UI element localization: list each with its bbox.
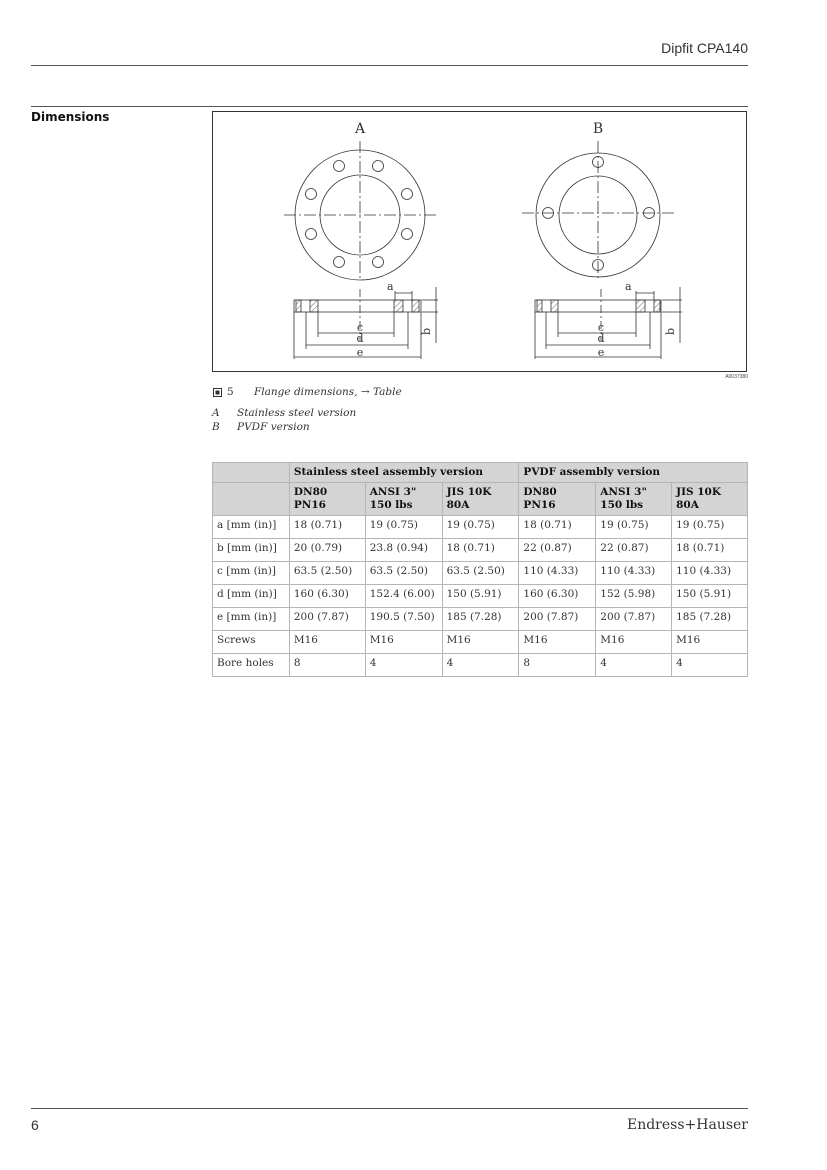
table-row	[213, 516, 748, 539]
table-cell: 185 (7.28)	[672, 608, 748, 631]
dim-e-label: e	[597, 346, 605, 359]
dim-e-label: e	[356, 346, 364, 359]
table-cell: 110 (4.33)	[672, 562, 748, 585]
legend-key-b: B	[212, 421, 220, 433]
row-label: Screws	[213, 631, 290, 654]
table-cell: 63.5 (2.50)	[365, 562, 442, 585]
group-header-pvdf: PVDF assembly version	[519, 463, 748, 483]
table-cell: 18 (0.71)	[289, 516, 365, 539]
table-cell: M16	[519, 631, 596, 654]
column-header: ANSI 3" 150 lbs	[596, 483, 672, 516]
column-header: DN80 PN16	[289, 483, 365, 516]
dimensions-table	[212, 462, 748, 677]
table-cell: 18 (0.71)	[519, 516, 596, 539]
table-row	[213, 539, 748, 562]
column-header: JIS 10K 80A	[442, 483, 519, 516]
table-column-header-row	[213, 483, 748, 516]
table-cell: 19 (0.75)	[596, 516, 672, 539]
row-label: Bore holes	[213, 654, 290, 677]
flange-a-side-view	[294, 280, 438, 359]
table-cell: 200 (7.87)	[596, 608, 672, 631]
section-heading: Dimensions	[31, 110, 110, 124]
table-cell: 19 (0.75)	[365, 516, 442, 539]
footer-brand: Endress+Hauser	[626, 1117, 748, 1133]
dim-a-label: a	[387, 280, 394, 293]
table-cell: 22 (0.87)	[596, 539, 672, 562]
table-cell: 110 (4.33)	[519, 562, 596, 585]
row-label: c [mm (in)]	[213, 562, 290, 585]
dim-c-label: c	[356, 321, 364, 334]
table-cell: 200 (7.87)	[519, 608, 596, 631]
column-header: JIS 10K 80A	[672, 483, 748, 516]
section-rule	[31, 106, 748, 107]
page-number: 6	[31, 1117, 39, 1133]
table-cell: 23.8 (0.94)	[365, 539, 442, 562]
dim-c-label: c	[597, 321, 605, 334]
dim-d-label: d	[597, 332, 605, 345]
table-cell: 152 (5.98)	[596, 585, 672, 608]
table-cell: 19 (0.75)	[442, 516, 519, 539]
header-rule	[31, 65, 748, 66]
legend-text-a: Stainless steel version	[237, 407, 357, 419]
figure-icon	[213, 388, 222, 397]
row-label: e [mm (in)]	[213, 608, 290, 631]
table-cell: 150 (5.91)	[442, 585, 519, 608]
table-row	[213, 585, 748, 608]
table-cell: 22 (0.87)	[519, 539, 596, 562]
figure-label-b: B	[592, 121, 604, 137]
table-cell: 160 (6.30)	[289, 585, 365, 608]
legend-key-a: A	[212, 407, 220, 419]
table-cell: M16	[442, 631, 519, 654]
table-cell: 4	[365, 654, 442, 677]
figure-caption-text: Flange dimensions, → Table	[254, 386, 402, 398]
table-row	[213, 562, 748, 585]
table-cell: 190.5 (7.50)	[365, 608, 442, 631]
footer-rule	[31, 1108, 748, 1109]
table-cell: 110 (4.33)	[596, 562, 672, 585]
row-label: a [mm (in)]	[213, 516, 290, 539]
table-cell: 19 (0.75)	[672, 516, 748, 539]
table-cell: 18 (0.71)	[442, 539, 519, 562]
table-cell: 4	[596, 654, 672, 677]
table-cell: 152.4 (6.00)	[365, 585, 442, 608]
table-cell: 200 (7.87)	[289, 608, 365, 631]
table-cell: M16	[672, 631, 748, 654]
table-cell: 8	[289, 654, 365, 677]
flange-a-top-view	[284, 141, 436, 281]
table-cell: 20 (0.79)	[289, 539, 365, 562]
row-label: d [mm (in)]	[213, 585, 290, 608]
column-header: DN80 PN16	[519, 483, 596, 516]
flange-b-top-view	[522, 141, 676, 281]
table-cell: 4	[442, 654, 519, 677]
table-cell: 150 (5.91)	[672, 585, 748, 608]
table-cell: M16	[365, 631, 442, 654]
table-cell: 18 (0.71)	[672, 539, 748, 562]
table-row	[213, 631, 748, 654]
table-cell: 8	[519, 654, 596, 677]
dim-d-label: d	[356, 332, 364, 345]
figure-image-id: A0037380	[725, 374, 748, 380]
legend-text-b: PVDF version	[237, 421, 310, 433]
table-cell: 185 (7.28)	[442, 608, 519, 631]
table-cell: 63.5 (2.50)	[289, 562, 365, 585]
figure-caption-number: 5	[227, 386, 234, 398]
dim-a-label: a	[625, 280, 632, 293]
column-header: ANSI 3" 150 lbs	[365, 483, 442, 516]
table-group-header-row	[213, 463, 748, 483]
table-cell: 63.5 (2.50)	[442, 562, 519, 585]
table-cell: 160 (6.30)	[519, 585, 596, 608]
table-cell: M16	[596, 631, 672, 654]
figure-label-a: A	[354, 121, 366, 137]
table-row	[213, 654, 748, 677]
row-label: b [mm (in)]	[213, 539, 290, 562]
document-header-title: Dipfit CPA140	[661, 40, 748, 56]
table-row	[213, 608, 748, 631]
group-header-stainless: Stainless steel assembly version	[289, 463, 519, 483]
dim-b-label: b	[664, 327, 677, 335]
table-cell: 4	[672, 654, 748, 677]
flange-b-side-view	[535, 280, 682, 359]
table-corner-cell	[213, 483, 290, 516]
flange-drawing	[212, 111, 747, 372]
table-cell: M16	[289, 631, 365, 654]
dim-b-label: b	[420, 327, 433, 335]
table-corner-cell	[213, 463, 290, 483]
